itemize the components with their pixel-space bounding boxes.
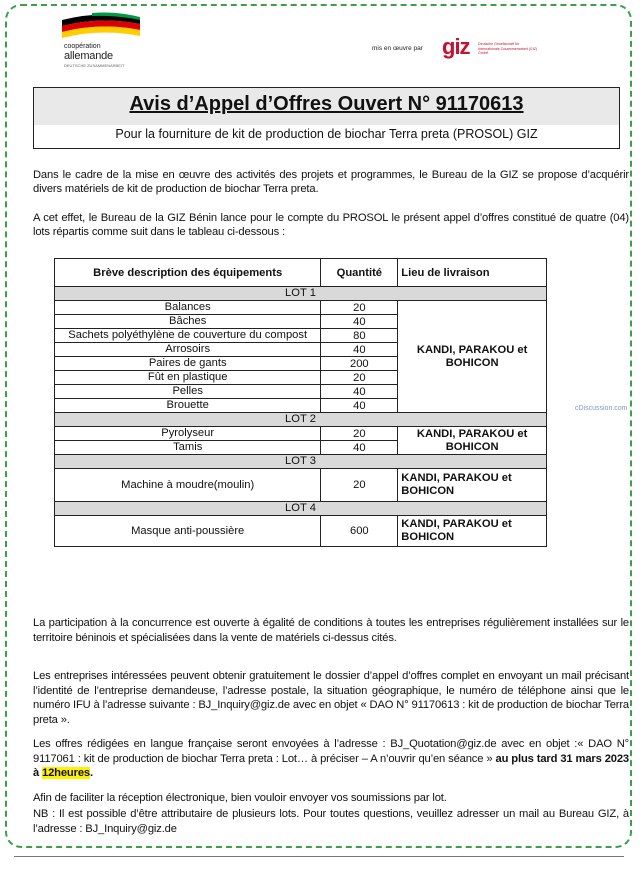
item-quantity: 20 xyxy=(321,469,398,502)
item-quantity: 40 xyxy=(321,315,398,329)
item-description: Masque anti-poussière xyxy=(55,516,321,547)
nb-paragraph: NB : Il est possible d’être attributaire de plusieurs lots. Pour toutes questions, veuillez adresser un mail au Bureau GIZ, à l’adresse : BJ_Inquiry@giz.de xyxy=(33,808,629,835)
item-description: Machine à moudre(moulin) xyxy=(55,469,321,502)
lot-label: LOT 1 xyxy=(55,287,547,301)
watermark-text: cDiscussion.com xyxy=(575,405,628,412)
delivery-place: KANDI, PARAKOU et BOHICON xyxy=(398,427,547,455)
item-quantity: 200 xyxy=(321,357,398,371)
title-box xyxy=(33,87,620,149)
intro-paragraph-1: Dans le cadre de la mise en œuvre des activités des projets et programmes, le Bureau de la GIZ se propose d’acquérir divers matériels de kit de production de biochar Terra preta. xyxy=(33,169,629,195)
table-row xyxy=(55,516,547,547)
delivery-place: KANDI, PARAKOU et BOHICON xyxy=(398,301,547,413)
item-quantity: 20 xyxy=(321,371,398,385)
item-description: Brouette xyxy=(55,399,321,413)
item-quantity: 40 xyxy=(321,343,398,357)
item-quantity: 40 xyxy=(321,385,398,399)
lot-row xyxy=(55,287,547,301)
notice-subtitle: Pour la fourniture de kit de production de biochar Terra preta (PROSOL) GIZ xyxy=(115,127,538,141)
item-quantity: 40 xyxy=(321,441,398,455)
submission-text: Les offres rédigées en langue française seront envoyées à l’adresse : BJ_Quotation@giz.de avec en objet :« DAO N° 9117061 : kit de production de biochar Terra preta : Lot… à préciser – A n’ouvrir qu’en séance » xyxy=(33,738,629,765)
cooperation-allemande-logo xyxy=(62,12,142,68)
lot-label: LOT 3 xyxy=(55,455,547,469)
electronic-reception-paragraph: Afin de faciliter la réception électronique, bien vouloir envoyer vos soumissions par lot. xyxy=(33,792,447,804)
item-quantity: 20 xyxy=(321,427,398,441)
bottom-divider xyxy=(14,856,624,857)
table-row xyxy=(55,469,547,502)
item-quantity: 80 xyxy=(321,329,398,343)
table-row xyxy=(55,301,547,315)
table-row xyxy=(55,427,547,441)
header-quantity: Quantité xyxy=(321,259,398,287)
lot-row xyxy=(55,455,547,469)
item-quantity: 600 xyxy=(321,516,398,547)
item-description: Pelles xyxy=(55,385,321,399)
item-description: Arrosoirs xyxy=(55,343,321,357)
participation-paragraph: La participation à la concurrence est ouverte à égalité de conditions à toutes les entreprises régulièrement installées sur le territoire béninois et spécialisées dans la vente de matériels ci-dessus cités. xyxy=(33,617,629,644)
header-delivery-place: Lieu de livraison xyxy=(398,259,547,287)
submission-paragraph xyxy=(33,737,629,781)
delivery-place: KANDI, PARAKOU et BOHICON xyxy=(398,516,547,547)
german-flag-icon xyxy=(62,12,140,42)
giz-logo: giz xyxy=(442,34,470,59)
logo-line-2: allemande xyxy=(64,50,113,62)
item-description: Pyrolyseur xyxy=(55,427,321,441)
lot-label: LOT 2 xyxy=(55,413,547,427)
lots-table xyxy=(54,258,547,547)
lot-row xyxy=(55,502,547,516)
header-description: Brève description des équipements xyxy=(55,259,321,287)
item-quantity: 20 xyxy=(321,301,398,315)
item-description: Sachets polyéthylène de couverture du compost xyxy=(55,329,321,343)
delivery-place: KANDI, PARAKOU et BOHICON xyxy=(398,469,547,502)
item-description: Paires de gants xyxy=(55,357,321,371)
implemented-by-label: mis en œuvre par xyxy=(372,45,423,52)
giz-logo-subtitle: Deutsche Gesellschaft für Internationale Zusammenarbeit (GIZ) GmbH xyxy=(478,42,538,55)
deadline-period: . xyxy=(89,767,93,779)
item-quantity: 40 xyxy=(321,399,398,413)
notice-title: Avis d’Appel d’Offres Ouvert N° 91170613 xyxy=(129,93,524,115)
deadline-text: au plus tard 31 mars 2023 à xyxy=(33,752,630,779)
item-description: Tamis xyxy=(55,441,321,455)
deadline-hour: 12heures xyxy=(42,767,90,779)
item-description: Fût en plastique xyxy=(55,371,321,385)
intro-paragraph-2: A cet effet, le Bureau de la GIZ Bénin lance pour le compte du PROSOL le présent appel d’offres constitué de quatre (04) lots répartis comme suit dans le tableau ci-dessous : xyxy=(33,212,629,238)
lot-row xyxy=(55,413,547,427)
table-header-row xyxy=(55,259,547,287)
lot-label: LOT 4 xyxy=(55,502,547,516)
logo-line-1: coopération xyxy=(64,43,101,50)
dossier-paragraph: Les entreprises intéressées peuvent obtenir gratuitement le dossier d’appel d’offres complet en envoyant un mail précisant l’identité de l’entreprise demandeuse, l’adresse postale, la situation géographique, le numéro de téléphone ainsi que le numéro IFU à l’adresse suivante : BJ_Inquiry@giz.de avec en objet « DAO N° 91170613 : kit de production de biochar Terra preta ». xyxy=(33,670,629,726)
item-description: Balances xyxy=(55,301,321,315)
logo-line-3: DEUTSCHE ZUSAMMENARBEIT xyxy=(64,63,125,68)
item-description: Bâches xyxy=(55,315,321,329)
